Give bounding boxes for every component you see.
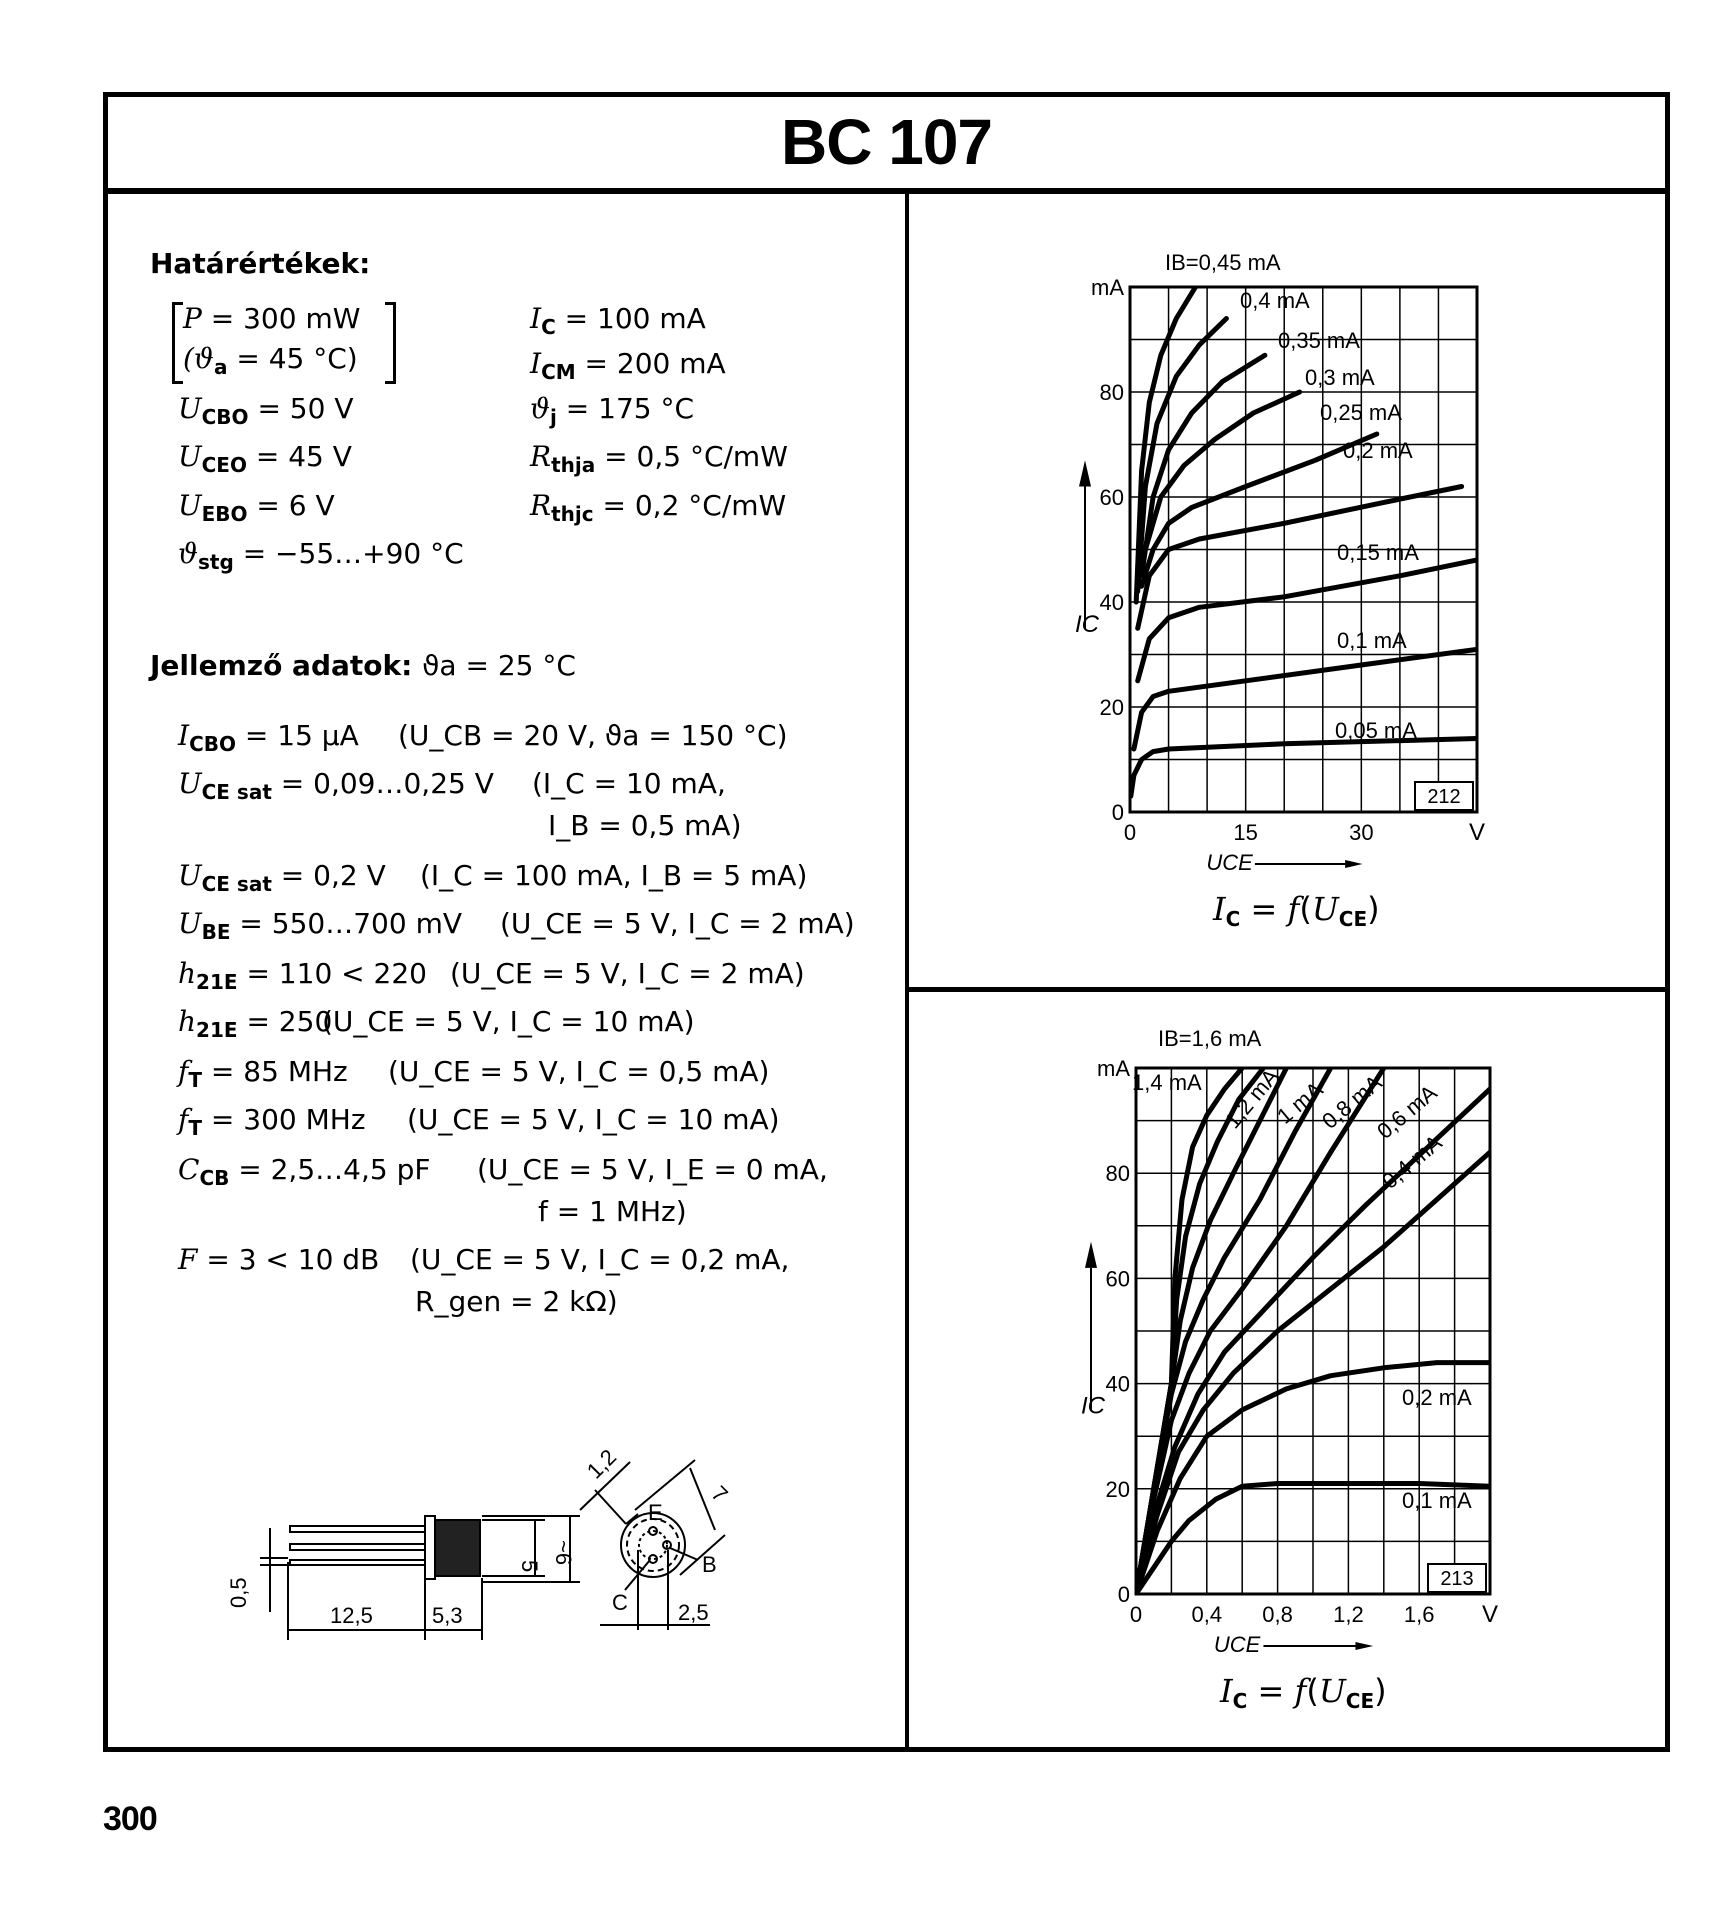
curve-label: 0,15 mA (1337, 540, 1419, 565)
x-tick-label: 30 (1349, 820, 1374, 845)
spec-line (530, 347, 726, 384)
characteristic-item-value: = 2,5…4,5 pF (229, 1153, 431, 1186)
characteristic-item-subscript: CBO (189, 732, 236, 756)
limit-item-subscript: thja (551, 453, 596, 477)
spec-line (398, 719, 788, 752)
curve-label: 0,1 mA (1402, 1488, 1472, 1513)
spec-line (420, 859, 808, 892)
characteristic-item-value: = 550…700 mV (230, 907, 462, 940)
limit-item-value: = 0,2 °C/mW (593, 489, 787, 522)
curve-label: 0,6 mA (1372, 1079, 1442, 1144)
characteristic-item (178, 719, 359, 756)
spec-line (532, 767, 726, 800)
spec-line (178, 1055, 348, 1092)
limit-item-value: = −55…+90 °C (233, 537, 464, 570)
limit-item-subscript: CEO (201, 453, 247, 477)
spec-line (450, 957, 805, 990)
characteristic-condition: (U_CE = 5 V, I_C = 0,5 mA) (388, 1055, 770, 1088)
x-tick-label: 1,2 (1333, 1602, 1364, 1627)
spec-line (178, 537, 464, 574)
x-tick-label: 0,4 (1191, 1602, 1223, 1627)
x-tick-label: 0,8 (1262, 1602, 1293, 1627)
pin-c-label: C (612, 1590, 628, 1615)
limit-item-symbol: ϑ (178, 537, 199, 570)
chart2-caption: $I_C = f(U_{CE})$ (1220, 1672, 1387, 1713)
characteristic-item-subscript: CE sat (201, 872, 272, 896)
characteristic-item-symbol: f (178, 1055, 189, 1088)
x-tick-label: 15 (1233, 820, 1258, 845)
characteristic-condition: (U_CE = 5 V, I_C = 10 mA) (407, 1103, 780, 1136)
right-bracket (385, 302, 396, 384)
curve-label: 0,05 mA (1335, 718, 1417, 743)
limit-item-symbol: U (178, 440, 202, 473)
spec-line (178, 392, 354, 429)
characteristic-item-subscript: T (188, 1116, 203, 1140)
figure-number: 213 (1440, 1568, 1474, 1590)
characteristic-item (178, 1103, 366, 1140)
curve-label: 1,4 mA (1132, 1070, 1202, 1095)
limit-item-value: = 300 mW (201, 302, 361, 335)
column-divider (905, 194, 909, 1747)
spec-line (530, 489, 787, 526)
limits-heading: Határértékek: (150, 247, 371, 280)
curve-label: 0,8 mA (1317, 1069, 1387, 1134)
characteristic-condition-cont: f = 1 MHz) (538, 1195, 687, 1228)
x-tick-label: 1,6 (1403, 1602, 1435, 1627)
y-tick-label: 80 (1105, 1161, 1130, 1187)
lead-1 (290, 1526, 425, 1532)
limit-item-symbol: I (530, 347, 542, 380)
y-axis-label: IC (1081, 1392, 1105, 1420)
characteristics-heading-label: Jellemző adatok: (150, 649, 413, 682)
spec-line (388, 1055, 770, 1088)
characteristic-item-subscript: 21E (196, 1018, 238, 1042)
lead-3 (290, 1560, 425, 1565)
curve-label: 1 mA (1272, 1076, 1328, 1129)
spec-line (178, 767, 494, 804)
y-tick-label: 0 (1111, 800, 1124, 825)
spec-line (178, 1153, 431, 1190)
spec-line (178, 1243, 380, 1276)
limit-item-subscript: CM (541, 360, 576, 384)
characteristic-item-subscript: 21E (196, 970, 238, 994)
chart-ic-uce-212 (1040, 240, 1520, 875)
y-axis-arrowhead (1085, 1242, 1097, 1268)
characteristic-item-symbol: U (178, 859, 202, 892)
y-tick-label: 60 (1099, 485, 1124, 510)
characteristic-item-subscript: BE (201, 920, 231, 944)
limit-item-value: = 200 mA (575, 347, 726, 380)
characteristics-heading-condition: ϑa = 25 °C (422, 649, 576, 682)
x-tick-label: 0 (1129, 1602, 1143, 1627)
limit-item (178, 489, 335, 526)
limit-item-value: = 45 V (246, 440, 352, 473)
curve-label: 0,1 mA (1337, 628, 1407, 653)
limit-item (183, 342, 358, 379)
curve-label: 0,35 mA (1278, 328, 1360, 353)
pin-e-label: E (648, 1500, 663, 1525)
characteristic-item-value: = 15 μA (236, 719, 359, 752)
spec-line (548, 809, 742, 842)
limit-item-symbol: P (183, 302, 202, 335)
y-tick-label: 80 (1099, 380, 1124, 405)
characteristic-item (178, 957, 427, 994)
dim-flange-diameter: ~6 (551, 1540, 576, 1566)
limit-item-symbol: (ϑ (183, 342, 214, 375)
limit-item (530, 347, 726, 384)
y-tick-label: 0 (1117, 1582, 1130, 1607)
dim-tab-to-center: 7 (706, 1480, 733, 1508)
spec-line (477, 1153, 828, 1186)
limit-item-symbol: R (530, 489, 552, 522)
spec-line (183, 302, 361, 335)
curve-0-15-ma (1138, 560, 1477, 681)
package-drawing (220, 1420, 780, 1650)
characteristics-heading (150, 649, 576, 682)
spec-line (415, 1285, 618, 1318)
characteristic-item-symbol: f (178, 1103, 189, 1136)
spec-line (178, 1103, 366, 1140)
characteristic-item (178, 1005, 333, 1042)
characteristic-condition-cont: I_B = 0,5 mA) (548, 809, 742, 842)
spec-line (500, 907, 855, 940)
spec-line (530, 392, 695, 429)
x-tick-label: 0 (1123, 820, 1137, 845)
limit-item (178, 537, 464, 574)
y-tick-label: 20 (1105, 1476, 1130, 1502)
characteristic-item-value: = 300 MHz (202, 1103, 366, 1136)
y-tick-label: 40 (1105, 1371, 1130, 1397)
curve-label: 0,2 mA (1343, 438, 1413, 463)
characteristic-item-value: = 0,2 V (271, 859, 386, 892)
limit-item (530, 489, 787, 526)
limit-item-symbol: U (178, 392, 202, 425)
curve-label: 0,3 mA (1305, 365, 1375, 390)
figure-number: 212 (1427, 786, 1461, 808)
characteristic-item-symbol: C (178, 1153, 200, 1186)
spec-line (178, 1005, 333, 1042)
x-axis-arrowhead (1355, 1642, 1373, 1650)
limit-item-value: = 175 °C (556, 392, 695, 425)
characteristic-item-subscript: CE sat (201, 780, 272, 804)
y-axis-label: IC (1075, 611, 1099, 638)
spec-line (178, 907, 462, 944)
dim-pin-circle: 2,5 (678, 1600, 709, 1625)
characteristic-item (178, 907, 462, 944)
spec-line (530, 440, 788, 477)
characteristic-condition: (U_CE = 5 V, I_C = 10 mA) (322, 1005, 695, 1038)
characteristic-item (178, 1055, 348, 1092)
dim-lead-spacing: 0,5 (226, 1577, 251, 1608)
curve-label: 0,4 mA (1377, 1129, 1447, 1194)
limit-item-subscript: thjc (551, 502, 594, 526)
x-unit-label: V (1481, 1601, 1499, 1628)
limit-item-subscript: a (213, 355, 228, 379)
y-axis-arrowhead (1079, 460, 1091, 486)
limit-item (530, 302, 706, 339)
characteristic-condition: (I_C = 100 mA, I_B = 5 mA) (420, 859, 808, 892)
limit-item-value: = 45 °C) (227, 342, 358, 375)
spec-line (178, 957, 427, 994)
characteristic-item-subscript: CB (199, 1166, 230, 1190)
spec-line (178, 719, 359, 756)
x-axis-label: UCE (1213, 1632, 1261, 1657)
characteristic-condition: (U_CB = 20 V, ϑa = 150 °C) (398, 719, 788, 752)
chart-ic-uce-213 (1040, 1020, 1520, 1670)
limit-item-value: = 100 mA (555, 302, 706, 335)
limit-item-subscript: j (550, 405, 557, 429)
limit-item-subscript: C (541, 315, 556, 339)
curve-label: 1,2 mA (1219, 1063, 1284, 1134)
characteristic-item-value: = 250 (237, 1005, 333, 1038)
lead-2 (290, 1544, 425, 1550)
dim-body-length: 5,3 (432, 1603, 463, 1628)
dim-lead-length: 12,5 (330, 1603, 373, 1628)
characteristic-item-symbol: U (178, 907, 202, 940)
curve-0-1-ma (1134, 649, 1477, 749)
dim-tab-width: 1,2 (581, 1444, 622, 1484)
spec-line (178, 440, 352, 477)
limit-item-symbol: I (530, 302, 542, 335)
characteristic-condition-cont: R_gen = 2 kΩ) (415, 1285, 618, 1318)
spec-line (322, 1005, 695, 1038)
characteristic-item-symbol: U (178, 767, 202, 800)
limit-item-value: = 6 V (247, 489, 335, 522)
spec-line (410, 1243, 790, 1276)
spec-line (530, 302, 706, 339)
x-axis-label: UCE (1206, 850, 1253, 875)
characteristic-item-value: = 0,09…0,25 V (271, 767, 494, 800)
limit-item (178, 440, 352, 477)
characteristic-item-value: = 85 MHz (202, 1055, 348, 1088)
characteristic-condition: (U_CE = 5 V, I_C = 0,2 mA, (410, 1243, 790, 1276)
left-bracket (172, 302, 183, 384)
curve-label: IB=1,6 mA (1158, 1026, 1262, 1051)
limit-item-symbol: R (530, 440, 552, 473)
characteristic-item (178, 859, 386, 896)
limit-item-subscript: stg (198, 550, 234, 574)
pin-b-label: B (702, 1552, 717, 1577)
y-tick-label: 20 (1099, 695, 1124, 720)
characteristic-condition: (I_C = 10 mA, (532, 767, 726, 800)
y-tick-label: 60 (1105, 1266, 1130, 1292)
limit-item-symbol: U (178, 489, 202, 522)
limit-item (183, 302, 360, 335)
limit-item (178, 392, 354, 429)
characteristic-item-value: = 110 < 220 (237, 957, 427, 990)
spec-line (538, 1195, 687, 1228)
characteristic-item (178, 1243, 379, 1276)
y-unit-label: mA (1091, 275, 1124, 300)
limit-item (530, 392, 695, 429)
curve-label: 0,2 mA (1402, 1385, 1472, 1410)
limit-item (530, 440, 788, 477)
characteristic-condition: (U_CE = 5 V, I_C = 2 mA) (450, 957, 805, 990)
curve-label: 0,4 mA (1240, 288, 1310, 313)
characteristic-condition: (U_CE = 5 V, I_E = 0 mA, (477, 1153, 828, 1186)
spec-line (407, 1103, 780, 1136)
page-number: 300 (103, 1800, 157, 1838)
page-title: BC 107 (781, 106, 992, 178)
characteristic-item-symbol: h (178, 1005, 197, 1038)
package-flange (425, 1516, 435, 1579)
characteristic-item (178, 767, 494, 804)
characteristic-item-subscript: T (188, 1068, 203, 1092)
spec-line (178, 859, 386, 896)
y-tick-label: 40 (1099, 590, 1124, 615)
characteristic-item-symbol: F (178, 1243, 198, 1276)
characteristic-item (178, 1153, 431, 1190)
characteristic-condition: (U_CE = 5 V, I_C = 2 mA) (500, 907, 855, 940)
title-bar (108, 97, 1665, 194)
curve-label: 0,25 mA (1320, 400, 1402, 425)
characteristic-item-symbol: I (178, 719, 190, 752)
spec-line (183, 342, 358, 379)
curve-label: IB=0,45 mA (1165, 250, 1281, 275)
characteristic-item-symbol: h (178, 957, 197, 990)
package-body (435, 1520, 480, 1576)
limit-item-value: = 50 V (248, 392, 354, 425)
chart-divider (909, 987, 1665, 992)
limit-item-subscript: EBO (201, 502, 248, 526)
chart1-caption: $I_C = f(U_{CE})$ (1213, 890, 1380, 931)
y-unit-label: mA (1097, 1056, 1130, 1081)
dim-body-diameter: 5 (517, 1560, 542, 1573)
x-unit-label: V (1468, 819, 1486, 846)
limit-item-value: = 0,5 °C/mW (595, 440, 788, 473)
limit-item-subscript: CBO (201, 405, 249, 429)
limit-item-symbol: ϑ (530, 392, 551, 425)
characteristic-item-value: = 3 < 10 dB (197, 1243, 380, 1276)
spec-line (178, 489, 335, 526)
